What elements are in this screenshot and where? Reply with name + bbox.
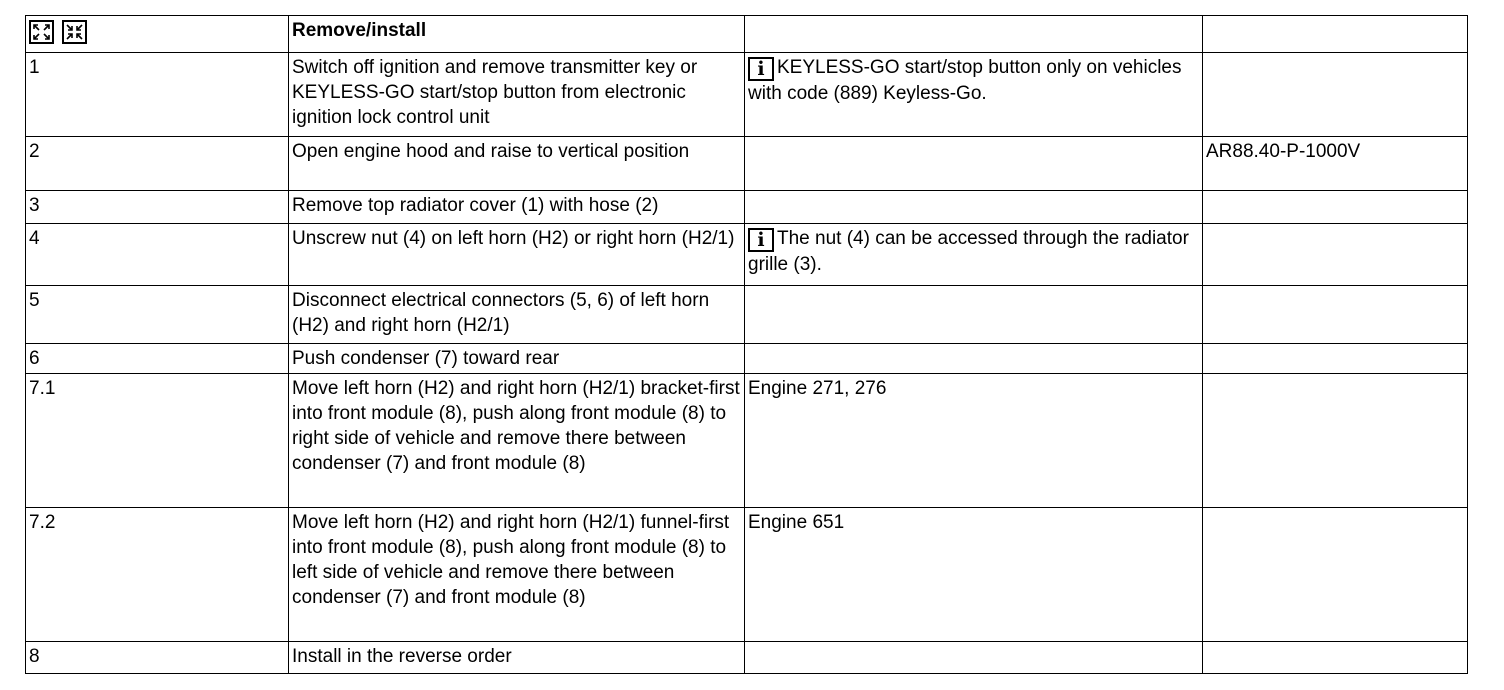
header-row	[26, 16, 1468, 53]
expand-all-icon[interactable]	[29, 20, 54, 44]
step-note	[745, 344, 1203, 374]
header-icons-cell	[26, 16, 289, 53]
step-note	[745, 286, 1203, 344]
step-action: Open engine hood and raise to vertical position	[289, 137, 745, 191]
step-reference	[1203, 344, 1468, 374]
step-note	[745, 224, 1203, 286]
note-text: The nut (4) can be accessed through the radiator grille (3).	[748, 228, 1189, 275]
step-reference	[1203, 191, 1468, 224]
table-row	[26, 191, 1468, 224]
step-note: Engine 651	[745, 508, 1203, 642]
step-number: 6	[26, 344, 289, 374]
step-reference	[1203, 642, 1468, 674]
step-note	[745, 642, 1203, 674]
step-action: Push condenser (7) toward rear	[289, 344, 745, 374]
step-number: 7.2	[26, 508, 289, 642]
table-row	[26, 53, 1468, 137]
step-reference	[1203, 53, 1468, 137]
table-row	[26, 642, 1468, 674]
step-action: Move left horn (H2) and right horn (H2/1) bracket-first into front module (8), push along front module (8) to right side of vehicle and remove there between condenser (7) and front module (8)	[289, 374, 745, 508]
header-ref-cell	[1203, 16, 1468, 53]
table-row	[26, 508, 1468, 642]
step-reference	[1203, 508, 1468, 642]
note-text: KEYLESS-GO start/stop button only on vehicles with code (889) Keyless-Go.	[748, 57, 1182, 104]
step-note: Engine 271, 276	[745, 374, 1203, 508]
table-row	[26, 344, 1468, 374]
procedure-table	[25, 15, 1468, 674]
step-action: Move left horn (H2) and right horn (H2/1) funnel-first into front module (8), push along front module (8) to left side of vehicle and remove there between condenser (7) and front module (8)	[289, 508, 745, 642]
step-note	[745, 137, 1203, 191]
step-note	[745, 191, 1203, 224]
step-reference	[1203, 224, 1468, 286]
header-title	[289, 16, 745, 53]
step-number: 5	[26, 286, 289, 344]
table-row	[26, 224, 1468, 286]
step-number: 2	[26, 137, 289, 191]
step-action: Switch off ignition and remove transmitter key or KEYLESS-GO start/stop button from electronic ignition lock control unit	[289, 53, 745, 137]
step-number: 3	[26, 191, 289, 224]
step-reference	[1203, 374, 1468, 508]
table-row	[26, 286, 1468, 344]
step-note	[745, 53, 1203, 137]
step-number: 1	[26, 53, 289, 137]
step-number: 8	[26, 642, 289, 674]
step-action: Unscrew nut (4) on left horn (H2) or right horn (H2/1)	[289, 224, 745, 286]
step-reference	[1203, 286, 1468, 344]
step-action: Disconnect electrical connectors (5, 6) of left horn (H2) and right horn (H2/1)	[289, 286, 745, 344]
table-row	[26, 374, 1468, 508]
info-icon: i	[748, 228, 774, 252]
step-action: Install in the reverse order	[289, 642, 745, 674]
step-reference-link[interactable]: AR88.40-P-1000V	[1203, 137, 1468, 191]
info-icon: i	[748, 57, 774, 81]
header-note-cell	[745, 16, 1203, 53]
collapse-all-icon[interactable]	[62, 20, 87, 44]
header-title-text: Remove/install	[292, 20, 427, 41]
step-action: Remove top radiator cover (1) with hose (2)	[289, 191, 745, 224]
step-number: 4	[26, 224, 289, 286]
step-number: 7.1	[26, 374, 289, 508]
table-row	[26, 137, 1468, 191]
